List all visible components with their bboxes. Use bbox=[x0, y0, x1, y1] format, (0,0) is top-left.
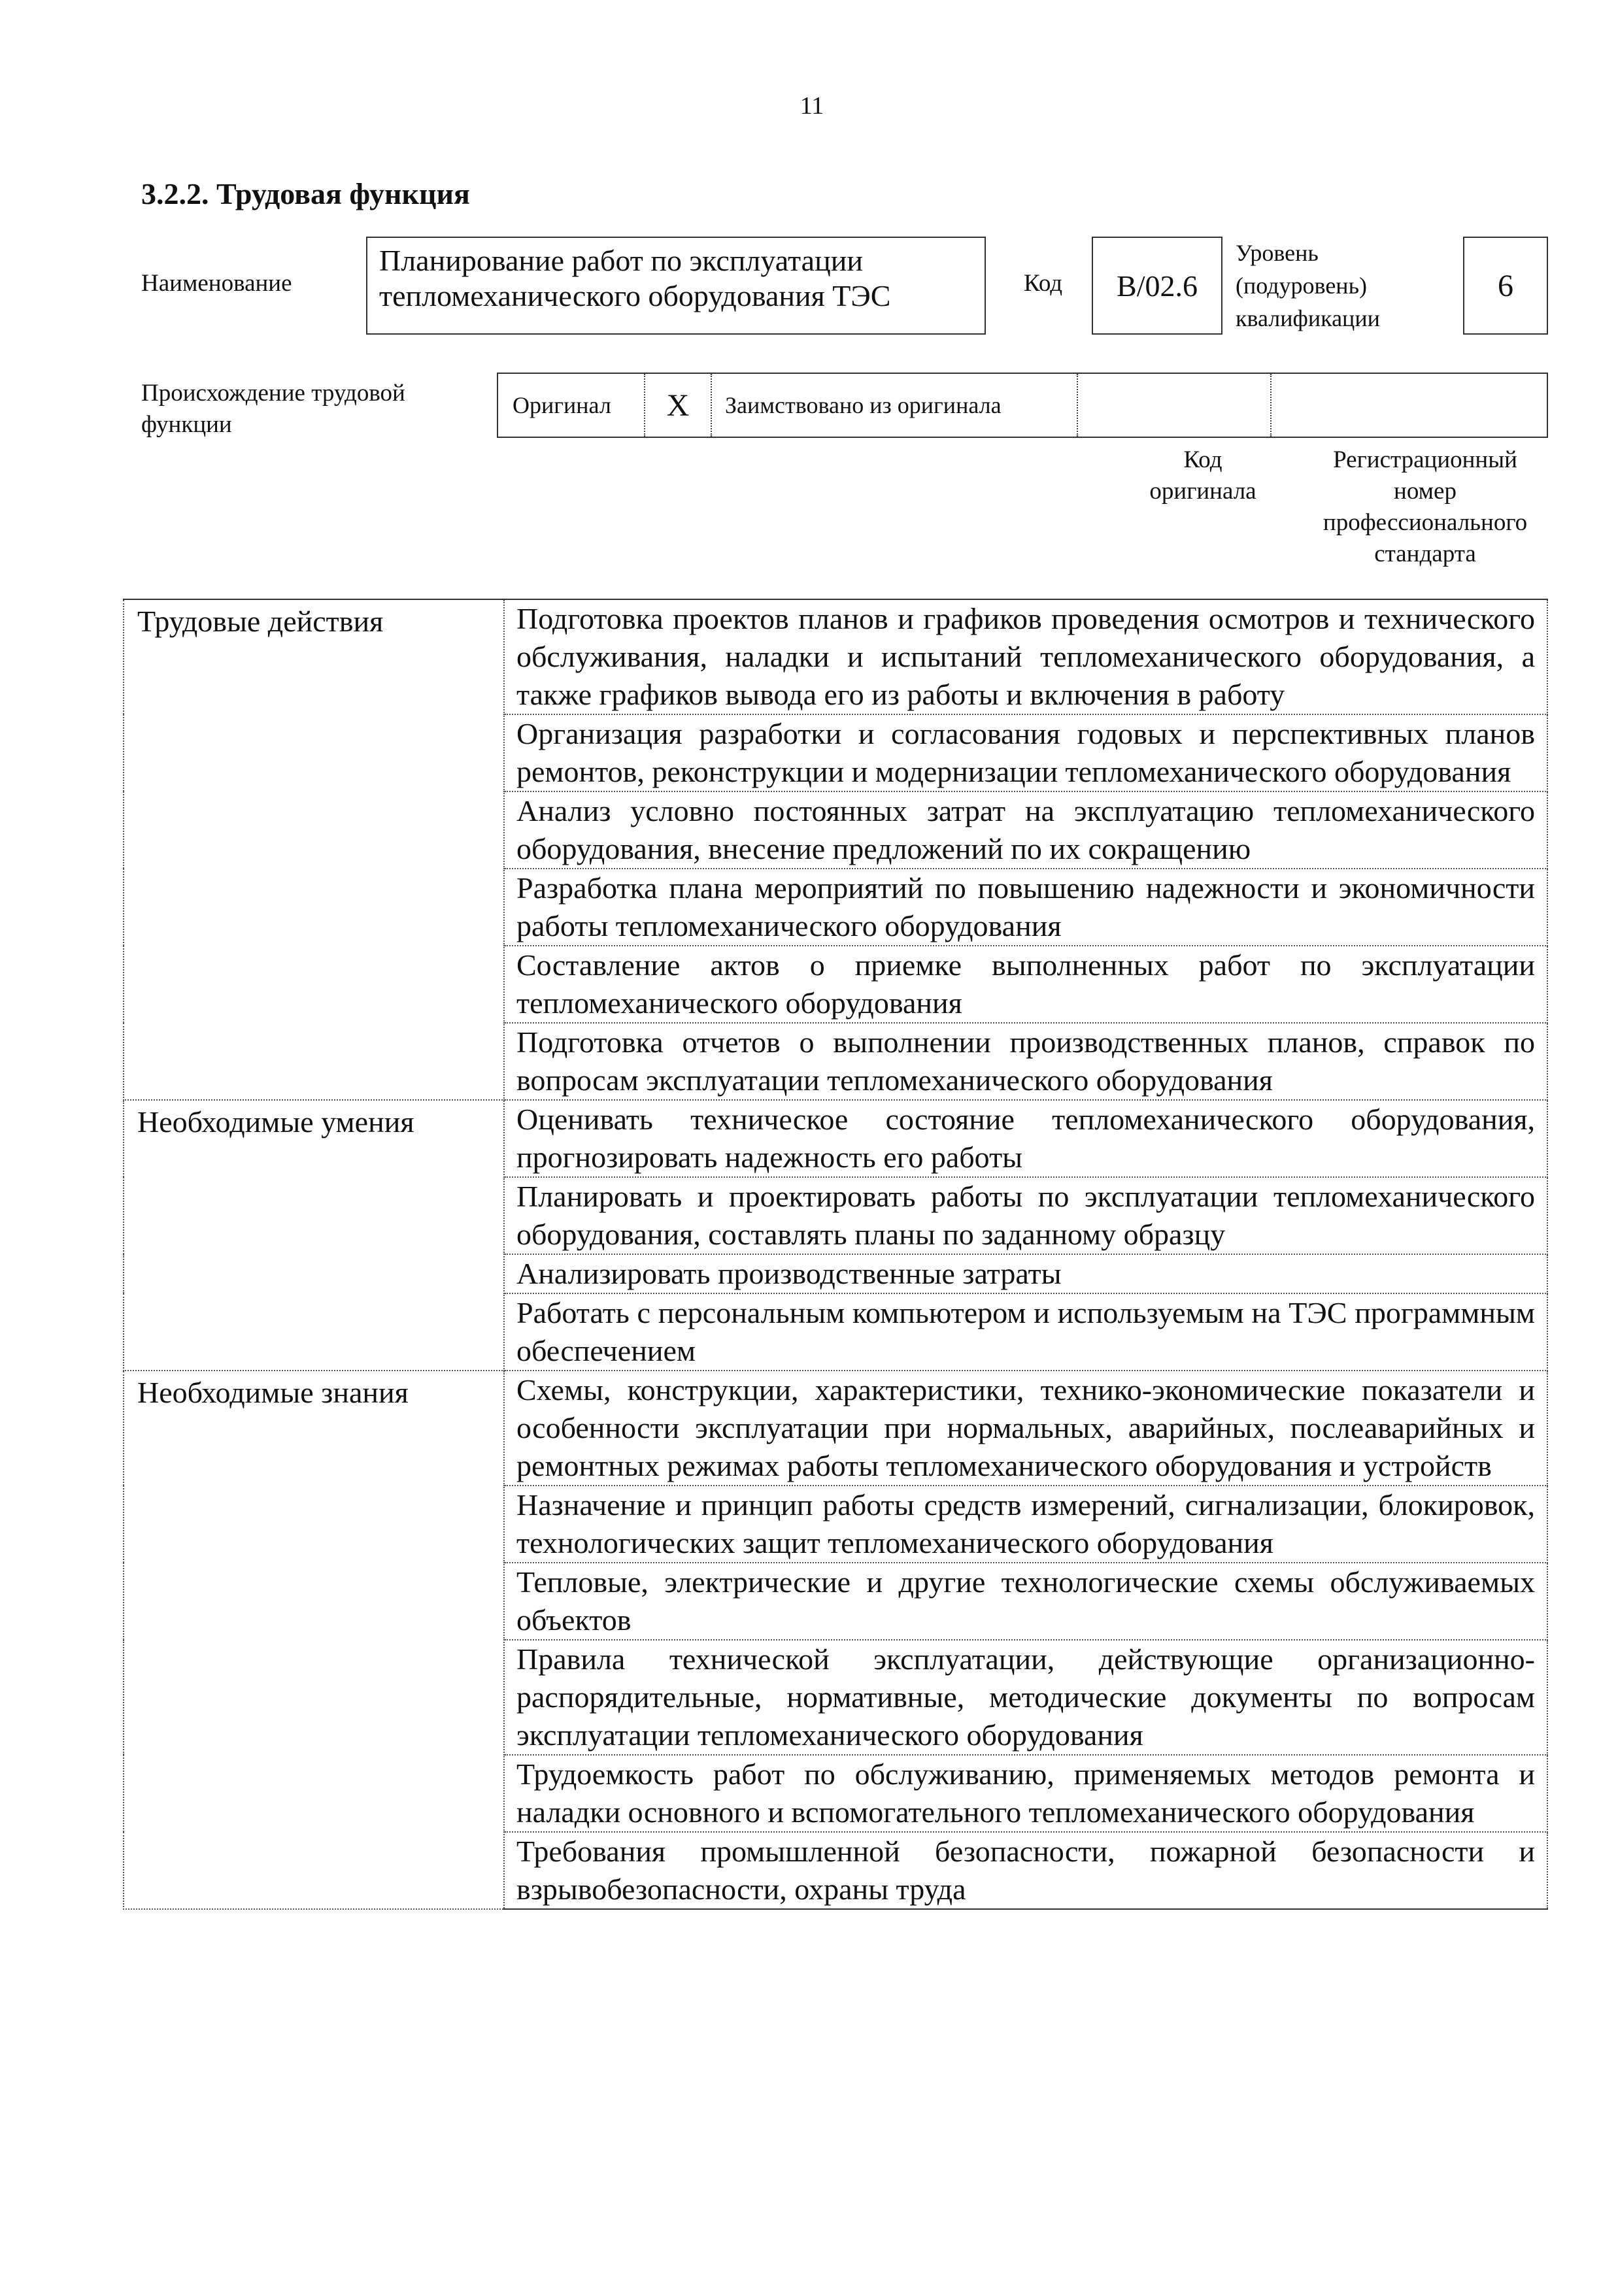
table-cell: Работать с персональным компьютером и используемым на ТЭС программным обеспечением bbox=[504, 1293, 1547, 1371]
table-cell: Тепловые, электрические и другие технологические схемы обслуживаемых объектов bbox=[504, 1563, 1547, 1640]
table-cell: Подготовка проектов планов и графиков проведения осмотров и технического обслуживания, наладки и испытаний тепломеханического оборудования, а также графиков вывода его из работы и включения в работу bbox=[504, 599, 1547, 714]
table-cell: Трудоемкость работ по обслуживанию, применяемых методов ремонта и наладки основного и вспомогательного тепломеханического оборудования bbox=[504, 1755, 1547, 1832]
level-label-line2: (подуровень) bbox=[1236, 273, 1367, 299]
origin-original-cell bbox=[498, 374, 645, 437]
level-value-box bbox=[1463, 237, 1548, 335]
table-cell: Оценивать техническое состояние тепломеханического оборудования, прогнозировать надежность его работы bbox=[504, 1100, 1547, 1177]
section-2-title: Необходимые знания bbox=[137, 1376, 409, 1409]
section-title-cell bbox=[124, 1371, 504, 1909]
level-value: 6 bbox=[1498, 268, 1513, 303]
section-1-title: Необходимые умения bbox=[137, 1105, 414, 1139]
origin-reg-cell bbox=[1272, 374, 1547, 437]
origin-code-cell bbox=[1078, 374, 1272, 437]
code-value-box bbox=[1092, 237, 1222, 335]
level-label bbox=[1236, 237, 1380, 335]
table-cell: Планировать и проектировать работы по эксплуатации тепломеханического оборудования, составлять планы по заданному образцу bbox=[504, 1177, 1547, 1254]
table-cell: Подготовка отчетов о выполнении производственных планов, справок по вопросам эксплуатации тепломеханического оборудования bbox=[504, 1023, 1547, 1100]
page-number: 11 bbox=[800, 92, 824, 120]
table-row bbox=[124, 599, 1547, 714]
level-label-line1: Уровень bbox=[1236, 240, 1319, 266]
section-title-cell bbox=[124, 1100, 504, 1371]
table-row bbox=[124, 1100, 1547, 1177]
section-0-title: Трудовые действия bbox=[137, 605, 384, 638]
origin-original-label: Оригинал bbox=[513, 392, 611, 418]
code-value: B/02.6 bbox=[1117, 269, 1198, 303]
reg-number-caption bbox=[1298, 444, 1553, 570]
function-table bbox=[123, 599, 1548, 1910]
name-value-line2: тепломеханического оборудования ТЭС bbox=[379, 279, 891, 312]
code-caption-line1: Код bbox=[1183, 446, 1222, 473]
reg-caption-line3: профессионального bbox=[1323, 509, 1528, 536]
level-label-line3: квалификации bbox=[1236, 305, 1380, 331]
table-cell: Анализировать производственные затраты bbox=[504, 1254, 1547, 1293]
name-value-box bbox=[366, 237, 986, 335]
table-cell: Назначение и принцип работы средств измерений, сигнализации, блокировок, технологических защит тепломеханического оборудования bbox=[504, 1486, 1547, 1563]
origin-mark-cell bbox=[645, 374, 712, 437]
table-row bbox=[124, 1371, 1547, 1486]
name-value-line1: Планирование работ по эксплуатации bbox=[379, 244, 863, 277]
table-cell: Разработка плана мероприятий по повышению надежности и экономичности работы тепломеханического оборудования bbox=[504, 869, 1547, 946]
code-caption-line2: оригинала bbox=[1149, 478, 1256, 505]
code-label: Код bbox=[1024, 270, 1063, 297]
section-title: 3.2.2. Трудовая функция bbox=[141, 177, 470, 210]
reg-caption-line4: стандарта bbox=[1374, 541, 1476, 567]
table-cell: Анализ условно постоянных затрат на эксплуатацию тепломеханического оборудования, внесение предложений по их сокращению bbox=[504, 791, 1547, 869]
table-cell: Требования промышленной безопасности, пожарной безопасности и взрывобезопасности, охраны труда bbox=[504, 1832, 1547, 1909]
code-original-caption bbox=[1105, 444, 1301, 507]
table-cell: Схемы, конструкции, характеристики, технико-экономические показатели и особенности эксплуатации при нормальных, аварийных, послеаварийных и ремонтных режимах работы тепломеханического оборудования и устройств bbox=[504, 1371, 1547, 1486]
name-label: Наименование bbox=[141, 270, 292, 297]
origin-original-mark: X bbox=[666, 388, 690, 423]
origin-borrowed-label: Заимствовано из оригинала bbox=[725, 392, 1002, 418]
origin-label bbox=[141, 378, 405, 441]
table-cell: Правила технической эксплуатации, действующие организационно-распорядительные, нормативные, методические документы по вопросам эксплуатации тепломеханического оборудования bbox=[504, 1640, 1547, 1755]
reg-caption-line2: номер bbox=[1394, 478, 1457, 505]
table-cell: Составление актов о приемке выполненных работ по эксплуатации тепломеханического оборудования bbox=[504, 946, 1547, 1023]
origin-table bbox=[497, 373, 1548, 438]
table-cell: Организация разработки и согласования годовых и перспективных планов ремонтов, реконструкции и модернизации тепломеханического оборудования bbox=[504, 714, 1547, 791]
origin-borrowed-cell bbox=[712, 374, 1078, 437]
section-title-cell bbox=[124, 599, 504, 1100]
reg-caption-line1: Регистрационный bbox=[1333, 446, 1517, 473]
origin-label-line1: Происхождение трудовой bbox=[141, 380, 405, 407]
origin-label-line2: функции bbox=[141, 411, 232, 438]
